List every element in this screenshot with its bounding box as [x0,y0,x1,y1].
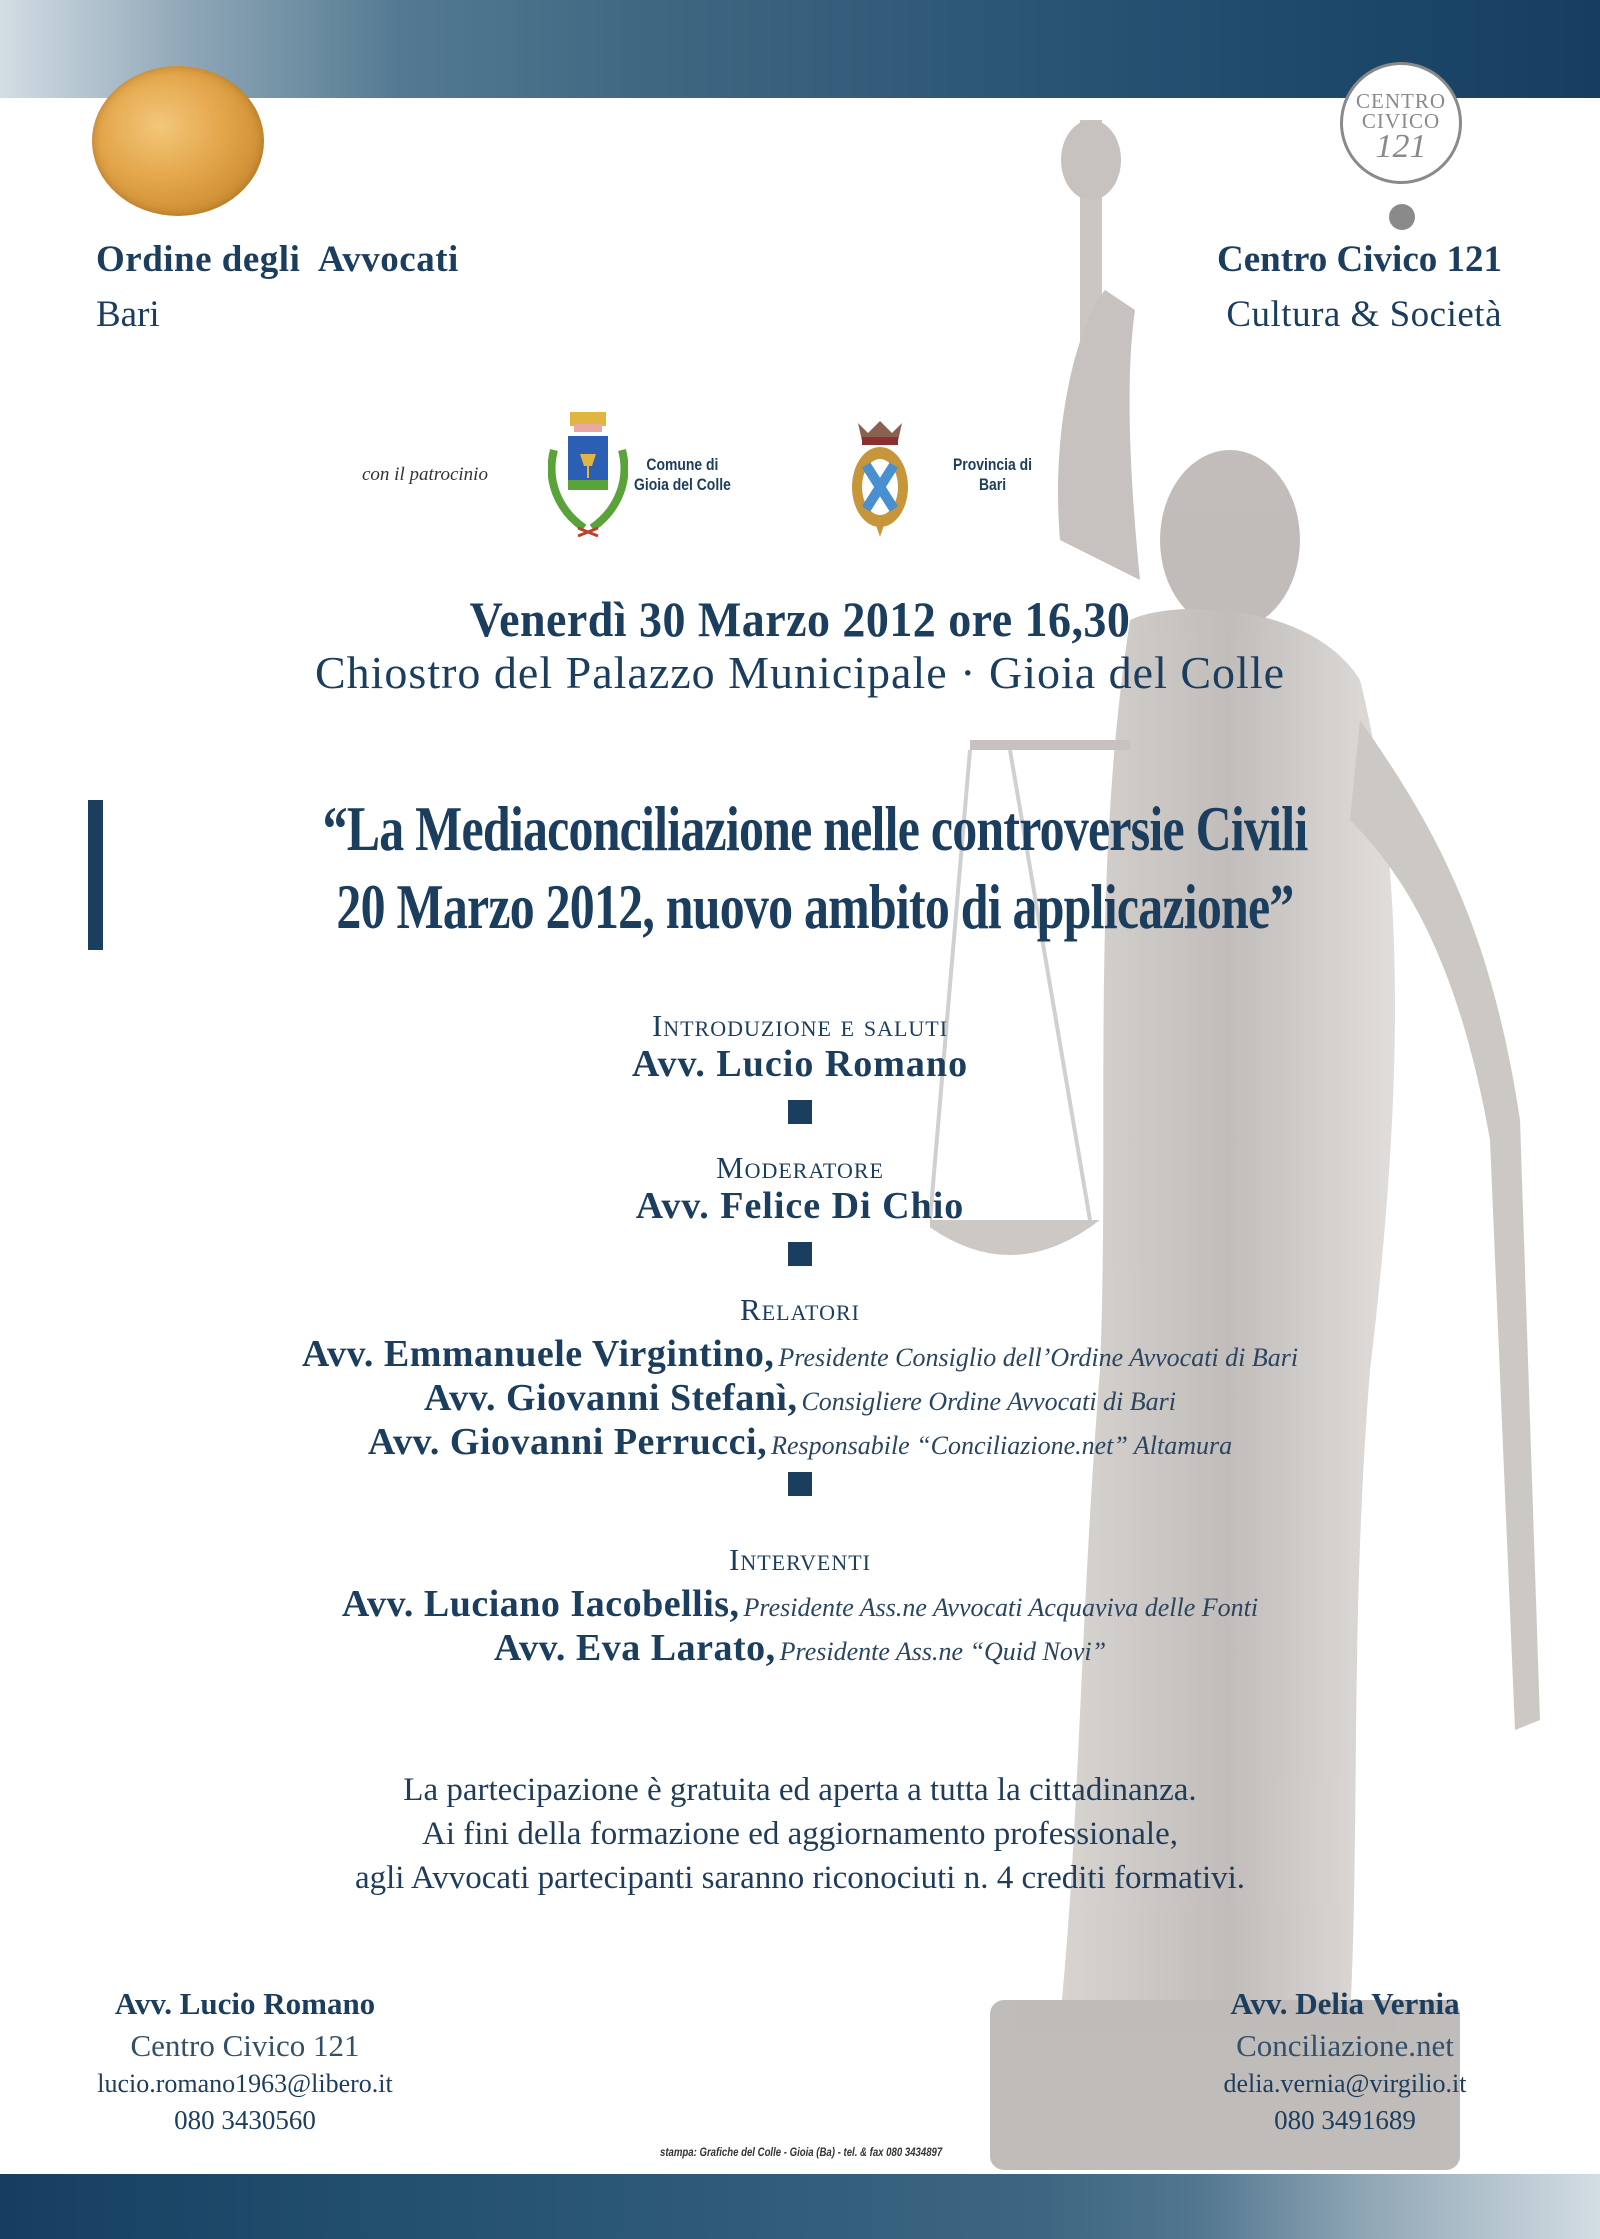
speaker-name: Avv. Giovanni Stefanì, [423,1377,798,1419]
info-line-2: Ai fini della formazione ed aggiornamento professionale, [422,1816,1178,1852]
contact-name: Avv. Delia Vernia [1230,1986,1460,2021]
separator-square-icon [788,1100,812,1124]
separator-square-icon [788,1472,812,1496]
logo-line-1: CENTRO [1356,89,1446,113]
print-credit: stampa: Grafiche del Colle - Gioia (Ba) - tel. & fax 080 3434897 [660,2145,943,2159]
program-interventions [0,1542,1600,1670]
intro-label: Introduzione e saluti [651,1008,949,1043]
org-left-subtitle-text: Bari [96,294,160,335]
separator-square-icon [788,1242,812,1266]
speaker-role: Responsabile “Conciliazione.net” Altamura [771,1431,1233,1460]
speaker-row [0,1420,1600,1464]
interventions-label: Interventi [729,1542,871,1577]
org-left-subtitle [96,293,160,336]
intro-speaker: Avv. Lucio Romano [631,1043,969,1085]
contact-name: Avv. Lucio Romano [114,1986,376,2021]
logo-line-3: 121 [1375,128,1427,165]
comune-label-line2: Gioia del Colle [634,475,731,494]
speaker-row [0,1582,1600,1626]
speaker-role: Consigliere Ordine Avvocati di Bari [801,1387,1177,1416]
info-line-1: La partecipazione è gratuita ed aperta a tutta la cittadinanza. [403,1772,1197,1808]
event-venue: Chiostro del Palazzo Municipale · Gioia del Colle [314,647,1286,698]
title-accent-bar [88,800,103,950]
speaker-role: Presidente Ass.ne “Quid Novi” [779,1637,1107,1666]
org-right-title: Centro Civico 121 [1217,239,1502,280]
centro-civico-logo [1340,62,1462,184]
contact-email[interactable]: lucio.romano1963@libero.it [97,2069,393,2098]
contact-phone: 080 3430560 [174,2105,316,2135]
logo-line-2: CIVICO [1361,109,1441,133]
program-speakers [0,1292,1600,1496]
comune-label [634,455,731,495]
provincia-crest-icon [848,417,912,539]
program-intro [0,1008,1600,1124]
provincia-label-line2: Bari [978,475,1007,494]
contact-right [1180,1982,1510,2138]
speaker-name: Avv. Emmanuele Virgintino, [301,1333,775,1375]
contact-email[interactable]: delia.vernia@virgilio.it [1223,2069,1467,2098]
moderator-label: Moderatore [716,1150,884,1185]
event-title-line-1: “La Mediaconciliazione nelle controversie Civili [322,793,1308,864]
speaker-row [0,1332,1600,1376]
event-date-time: Venerdì 30 Marzo 2012 ore 16,30 [469,591,1131,647]
patronage-label: con il patrocinio [362,464,488,485]
org-right-subtitle: Cultura & Società [1226,294,1502,335]
event-title-line-2: 20 Marzo 2012, nuovo ambito di applicazione” [336,871,1294,942]
program-moderator [0,1150,1600,1266]
speaker-row [0,1626,1600,1670]
speakers-label: Relatori [740,1292,860,1327]
contact-org: Centro Civico 121 [130,2028,360,2063]
speaker-name: Avv. Eva Larato, [493,1627,776,1669]
speaker-row [0,1376,1600,1420]
speaker-name: Avv. Giovanni Perrucci, [367,1421,768,1463]
logo-dot-icon [1389,204,1415,230]
participation-info [0,1768,1600,1900]
contact-org: Conciliazione.net [1236,2028,1454,2063]
event-title [105,790,1525,946]
comune-label-line1: Comune di [646,455,719,474]
comune-crest-icon [548,410,628,540]
contact-phone: 080 3491689 [1274,2105,1416,2135]
info-line-3: agli Avvocati partecipanti saranno riconociuti n. 4 crediti formativi. [354,1860,1246,1896]
speaker-role: Presidente Ass.ne Avvocati Acquaviva delle Fonti [743,1593,1259,1622]
provincia-label [953,455,1032,495]
ordine-avvocati-coin-logo [92,66,264,216]
moderator-speaker: Avv. Felice Di Chio [635,1185,965,1227]
footer-gradient-bar [0,2174,1600,2239]
speaker-name: Avv. Luciano Iacobellis, [341,1583,740,1625]
provincia-label-line1: Provincia di [953,455,1033,474]
contact-left [90,1982,400,2138]
org-left-title: Ordine degli Avvocati [96,239,459,280]
speaker-role: Presidente Consiglio dell’Ordine Avvocati di Bari [778,1343,1299,1372]
